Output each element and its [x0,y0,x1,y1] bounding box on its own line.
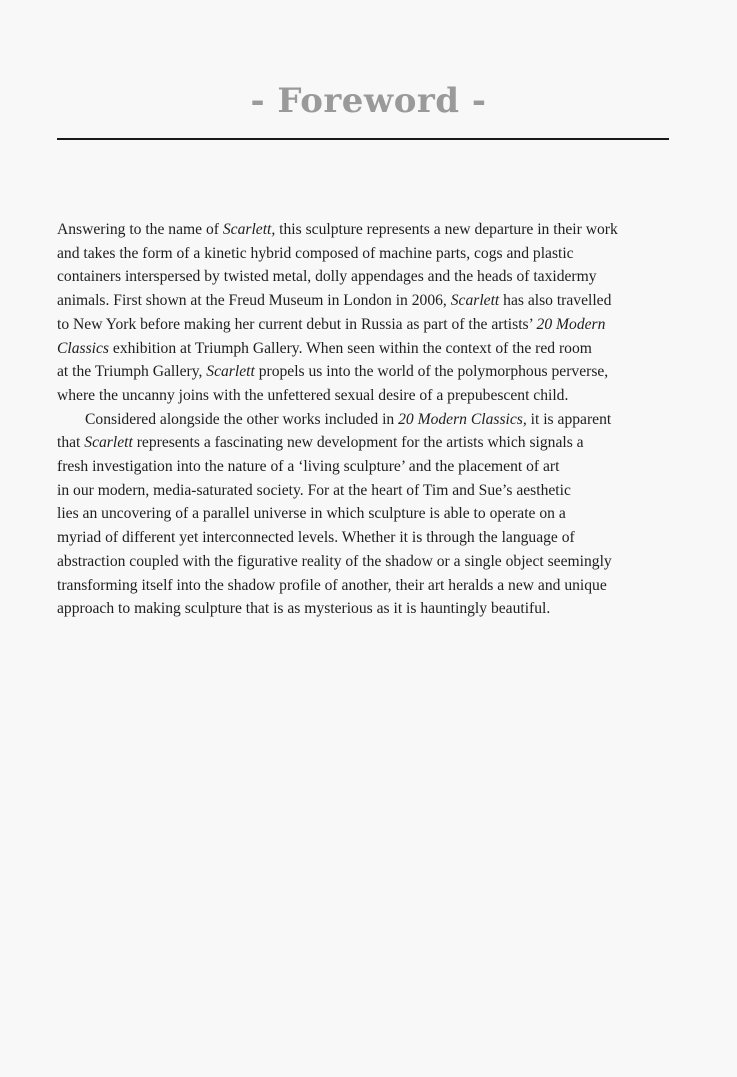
text-line: transforming itself into the shadow profile of another, their art heralds a new and unique [57,576,607,594]
text-line: animals. First shown at the Freud Museum in London in 2006, Scarlett has also travelled [57,292,612,310]
text-line: that Scarlett represents a fascinating new development for the artists which signals a [57,434,584,452]
text-line: approach to making sculpture that is as mysterious as it is hauntingly beautiful. [57,600,551,618]
text-line: Classics exhibition at Triumph Gallery. When seen within the context of the red room [57,339,592,357]
text-line: containers interspersed by twisted metal, dolly appendages and the heads of taxidermy [57,268,597,286]
italic-title: Scarlett [206,363,255,381]
text-line: in our modern, media-saturated society. For at the heart of Tim and Sue’s aesthetic [57,481,571,499]
italic-title: 20 Modern [536,315,606,333]
paragraph-2 [57,408,671,621]
text-line: and takes the form of a kinetic hybrid composed of machine parts, cogs and plastic [57,244,574,262]
text-line: Considered alongside the other works included in 20 Modern Classics, it is apparent [85,410,612,428]
text-line: Answering to the name of Scarlett, this sculpture represents a new departure in their work [57,221,618,238]
text-line: to New York before making her current debut in Russia as part of the artists’ 20 Modern [57,315,606,333]
text-line: where the uncanny joins with the unfettered sexual desire of a prepubescent child. [57,386,569,404]
paragraph-1 [57,218,671,408]
text-line: myriad of different yet interconnected levels. Whether it is through the language of [57,529,575,547]
italic-title: Scarlett [84,434,133,452]
text-line: abstraction coupled with the figurative reality of the shadow or a single object seemingly [57,552,612,570]
page-heading: - Foreword - [250,81,487,121]
text-line: fresh investigation into the nature of a ‘living sculpture’ and the placement of art [57,458,560,476]
text-line: at the Triumph Gallery, Scarlett propels us into the world of the polymorphous perverse, [57,363,609,381]
italic-title: Scarlett, [222,221,276,238]
heading-rule [57,138,669,140]
italic-title: Classics [57,339,109,357]
italic-title: Scarlett [450,292,500,310]
body-text [57,218,671,621]
text-line: lies an uncovering of a parallel universe in which sculpture is able to operate on a [57,505,566,523]
italic-title: 20 Modern Classics, [398,410,527,428]
